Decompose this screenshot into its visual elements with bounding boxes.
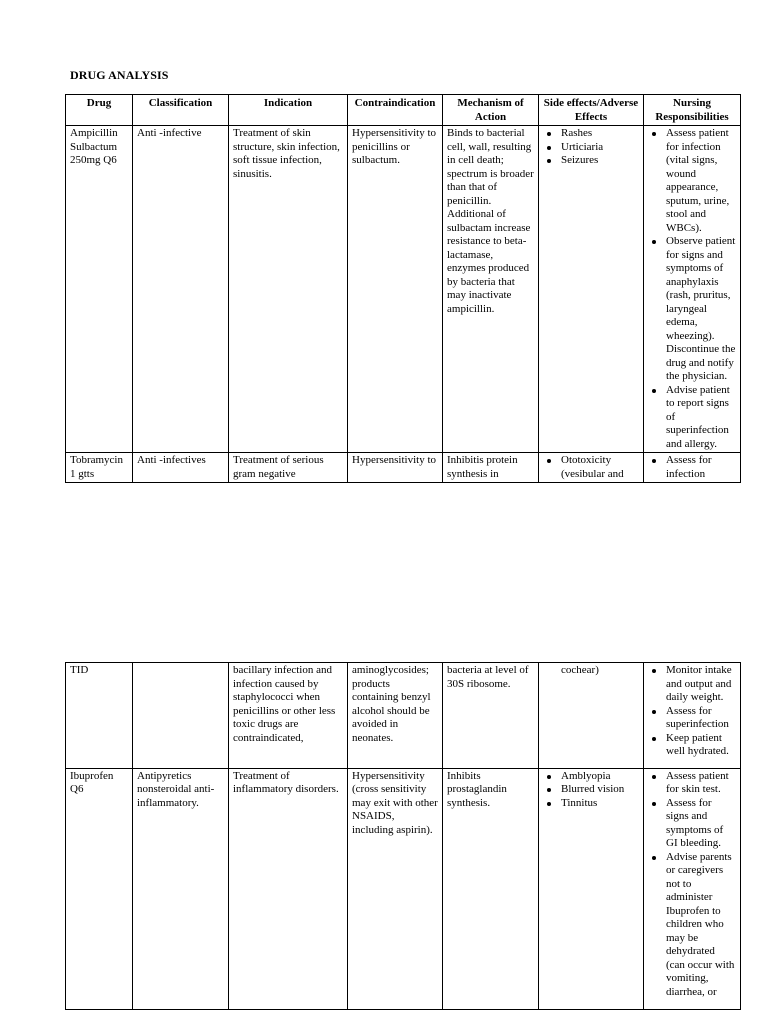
cell-text: Inhibitis protein synthesis in (447, 454, 518, 480)
cell-drug: TID (66, 663, 133, 769)
list-item: Seizures (561, 154, 639, 168)
list-item: Ototoxicity (vesibular and (561, 454, 639, 481)
cell-nursing (644, 453, 741, 483)
cell-classification: Anti -infective (133, 126, 229, 453)
list-item: Urticiaria (561, 141, 639, 155)
cell-contraindication: Hypersensitivity to penicillins or sulbactum. (348, 126, 443, 453)
header-mechanism: Mechanism of Action (443, 95, 539, 126)
drug-analysis-table-page-2 (65, 662, 741, 1010)
cell-indication: Treatment of inflammatory disorders. (229, 768, 348, 1009)
document-title: DRUG ANALYSIS (70, 68, 169, 82)
cell-text: Treatment of serious gram negative (233, 454, 324, 480)
cell-indication: bacillary infection and infection caused by staphylococci when penicillins or other less toxic drugs are contraindicated, (229, 663, 348, 769)
cell-drug (66, 768, 133, 1009)
list-item: Observe patient for signs and symptoms of anaphylaxis (rash, pruritus, laryngeal edema, wheezing). Discontinue the drug and notify the physician. (666, 235, 736, 382)
drug-analysis-table-page-1 (65, 94, 741, 483)
cell-contraindication: aminoglycosides; products containing benzyl alcohol should be avoided in neonates. (348, 663, 443, 769)
cell-mechanism: Binds to bacterial cell, wall, resulting in cell death; spectrum is broader than that of penicillin. Additional of sulbactam increase resistance to beta-lactamase, enzymes produced by bacteria that may inactivate ampicillin. (443, 126, 539, 453)
cell-side-effects (539, 126, 644, 453)
cell-drug: Ampicillin Sulbactum 250mg Q6 (66, 126, 133, 453)
header-side-effects: Side effects/Adverse Effects (539, 95, 644, 126)
spacer (648, 759, 736, 767)
cell-drug (66, 453, 133, 483)
cell-classification: Antipyretics nonsteroidal anti-inflammatory. (133, 768, 229, 1009)
cell-classification (133, 453, 229, 483)
cell-text: Ibuprofen Q6 (70, 769, 114, 795)
cell-side-effects (539, 453, 644, 483)
cell-mechanism (443, 453, 539, 483)
cell-indication: Treatment of skin structure, skin infection, soft tissue infection, sinusitis. (229, 126, 348, 453)
cell-nursing (644, 126, 741, 453)
table-row (66, 453, 741, 483)
cell-text: Anti -infectives (137, 454, 206, 466)
header-drug: Drug (66, 95, 133, 126)
table-row (66, 768, 741, 1009)
list-item: Amblyopia (561, 770, 639, 784)
list-item: Assess for infection (666, 454, 736, 481)
cell-side-effects (539, 663, 644, 769)
cell-list-wrap (543, 454, 639, 481)
cell-contraindication: Hypersensitivity (cross sensitivity may exit with other NSAIDS, including aspirin). (348, 768, 443, 1009)
cell-contraindication (348, 453, 443, 483)
list-item: Monitor intake and output and daily weight. (666, 664, 736, 705)
list-item: Rashes (561, 127, 639, 141)
table-header-row (66, 95, 741, 126)
cell-indication (229, 453, 348, 483)
side-effect-continued: cochear) (561, 664, 599, 676)
cell-classification (133, 663, 229, 769)
header-indication: Indication (229, 95, 348, 126)
table-row (66, 126, 741, 453)
list-item: Advise patient to report signs of superinfection and allergy. (666, 384, 736, 452)
table-row (66, 663, 741, 769)
list-item: Blurred vision (561, 783, 639, 797)
list-item: Assess patient for infection (vital signs, wound appearance, sputum, urine, stool and WBCs). (666, 127, 736, 235)
cell-text: Tobramycin 1 gtts (70, 454, 123, 480)
cell-nursing (644, 663, 741, 769)
list-item: Assess patient for skin test. (666, 770, 736, 797)
list-item: Keep patient well hydrated. (666, 732, 736, 759)
header-classification: Classification (133, 95, 229, 126)
cell-nursing (644, 768, 741, 1009)
list-item: Assess for superinfection (666, 705, 736, 732)
cell-list-wrap (648, 454, 736, 481)
cell-list-wrap (648, 770, 736, 1008)
list-item: Advise parents or caregivers not to administer Ibuprofen to children who may be dehydrated (can occur with vomiting, diarrhea, or (666, 850, 735, 998)
cell-text: Hypersensitivity to (352, 454, 437, 466)
cell-mechanism: bacteria at level of 30S ribosome. (443, 663, 539, 769)
list-item: Tinnitus (561, 797, 639, 811)
cell-mechanism: Inhibits prostaglandin synthesis. (443, 768, 539, 1009)
list-item: Assess for signs and symptoms of GI bleeding. (666, 797, 736, 851)
header-nursing: Nursing Responsibilities (644, 95, 741, 126)
cell-side-effects (539, 768, 644, 1009)
header-contraindication: Contraindication (348, 95, 443, 126)
